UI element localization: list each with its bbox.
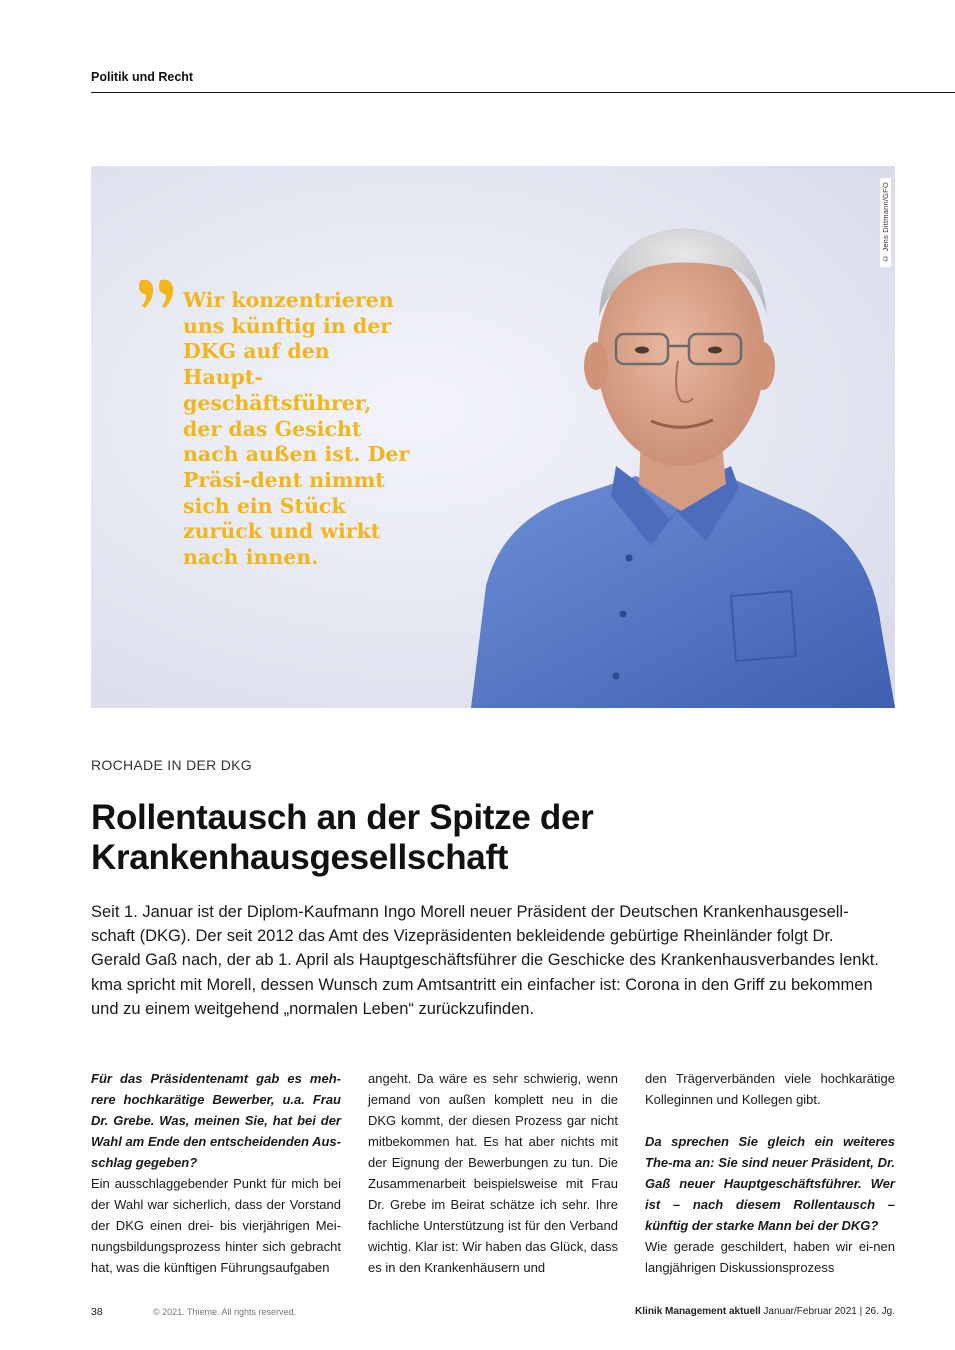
pull-quote: Wir konzentrieren uns künftig in der DKG auf den Haupt-geschäftsführer, der das Gesicht nach außen ist. Der Präsi-dent nimmt sich ein Stück zurück und wirkt nach innen. <box>183 288 410 570</box>
header-rule <box>91 92 955 93</box>
interview-question: Für das Präsidentenamt gab es meh-rere hochkarätige Bewerber, u.a. Frau Dr. Grebe. Was, meinen Sie, hat bei der Wahl am Ende den entscheidenden Aus-schlag gegeben? <box>91 1071 341 1170</box>
interview-answer-end: den Trägerverbänden viele hochkarätige Kolleginnen und Kollegen gibt. <box>645 1071 895 1107</box>
portrait-photo <box>91 166 895 708</box>
photo-credit: © Jens Dittmann/GFO <box>880 178 891 267</box>
journal-info <box>635 1306 895 1317</box>
text-column-3 <box>645 1068 895 1278</box>
section-label: Politik und Recht <box>91 70 194 84</box>
interview-answer: Ein ausschlaggebender Punkt für mich bei der Wahl war sicherlich, dass der Vorstand der DKG einen drei- bis vierjährigen Mei-nungsbildungsprozess hinter sich gebracht hat, was die künftigen Führungsaufgaben <box>91 1176 341 1275</box>
copyright-notice: © 2021. Thieme. All rights reserved. <box>153 1307 297 1317</box>
interview-answer: Wie gerade geschildert, haben wir ei-nen langjährigen Diskussionsprozess <box>645 1239 895 1275</box>
journal-issue: Januar/Februar 2021 | 26. Jg. <box>763 1306 895 1317</box>
article-headline: Rollentausch an der Spitze der Krankenhausgesellschaft <box>91 798 594 877</box>
text-column-1 <box>91 1068 341 1278</box>
page-number: 38 <box>91 1306 103 1318</box>
article-intro: Seit 1. Januar ist der Diplom-Kaufmann Ingo Morell neuer Präsident der Deutschen Krankenhausgesell-schaft (DKG). Der seit 2012 das Amt des Vizepräsidenten bekleidende gebürtige Rheinländer folgt Dr. Gerald Gaß nach, der ab 1. April als Hauptgeschäftsführer die Geschicke des Krankenhausverbandes lenkt. kma spricht mit Morell, dessen Wunsch zum Amtsantritt ein einfacher ist: Corona in den Griff zu bekommen und zu einem weitgehend „normalen Leben“ zurückzufinden. <box>91 903 879 1018</box>
interview-answer-continued: angeht. Da wäre es sehr schwierig, wenn jemand von außen komplett neu in die DKG kommt, der diesen Prozess gar nicht mitbekommen hat. Es hat aber nichts mit der Eignung der Bewerbungen zu tun. Die Zusammenarbeit beispielsweise mit Frau Dr. Grebe im Beirat schätze ich sehr. Ihre fachliche Unterstützung ist für den Verband wichtig. Klar ist: Wir haben das Glück, dass es in den Krankenhäusern und <box>368 1071 618 1275</box>
quote-mark-icon <box>137 278 177 312</box>
text-column-2 <box>368 1068 618 1278</box>
article-kicker: ROCHADE IN DER DKG <box>91 757 252 773</box>
interview-question: Da sprechen Sie gleich ein weiteres The-ma an: Sie sind neuer Präsident, Dr. Gaß neuer Hauptgeschäftsführer. Wer ist – nach diesem Rollentausch – künftig der starke Mann bei der DKG? <box>645 1134 895 1233</box>
journal-name: Klinik Management aktuell <box>635 1306 761 1317</box>
